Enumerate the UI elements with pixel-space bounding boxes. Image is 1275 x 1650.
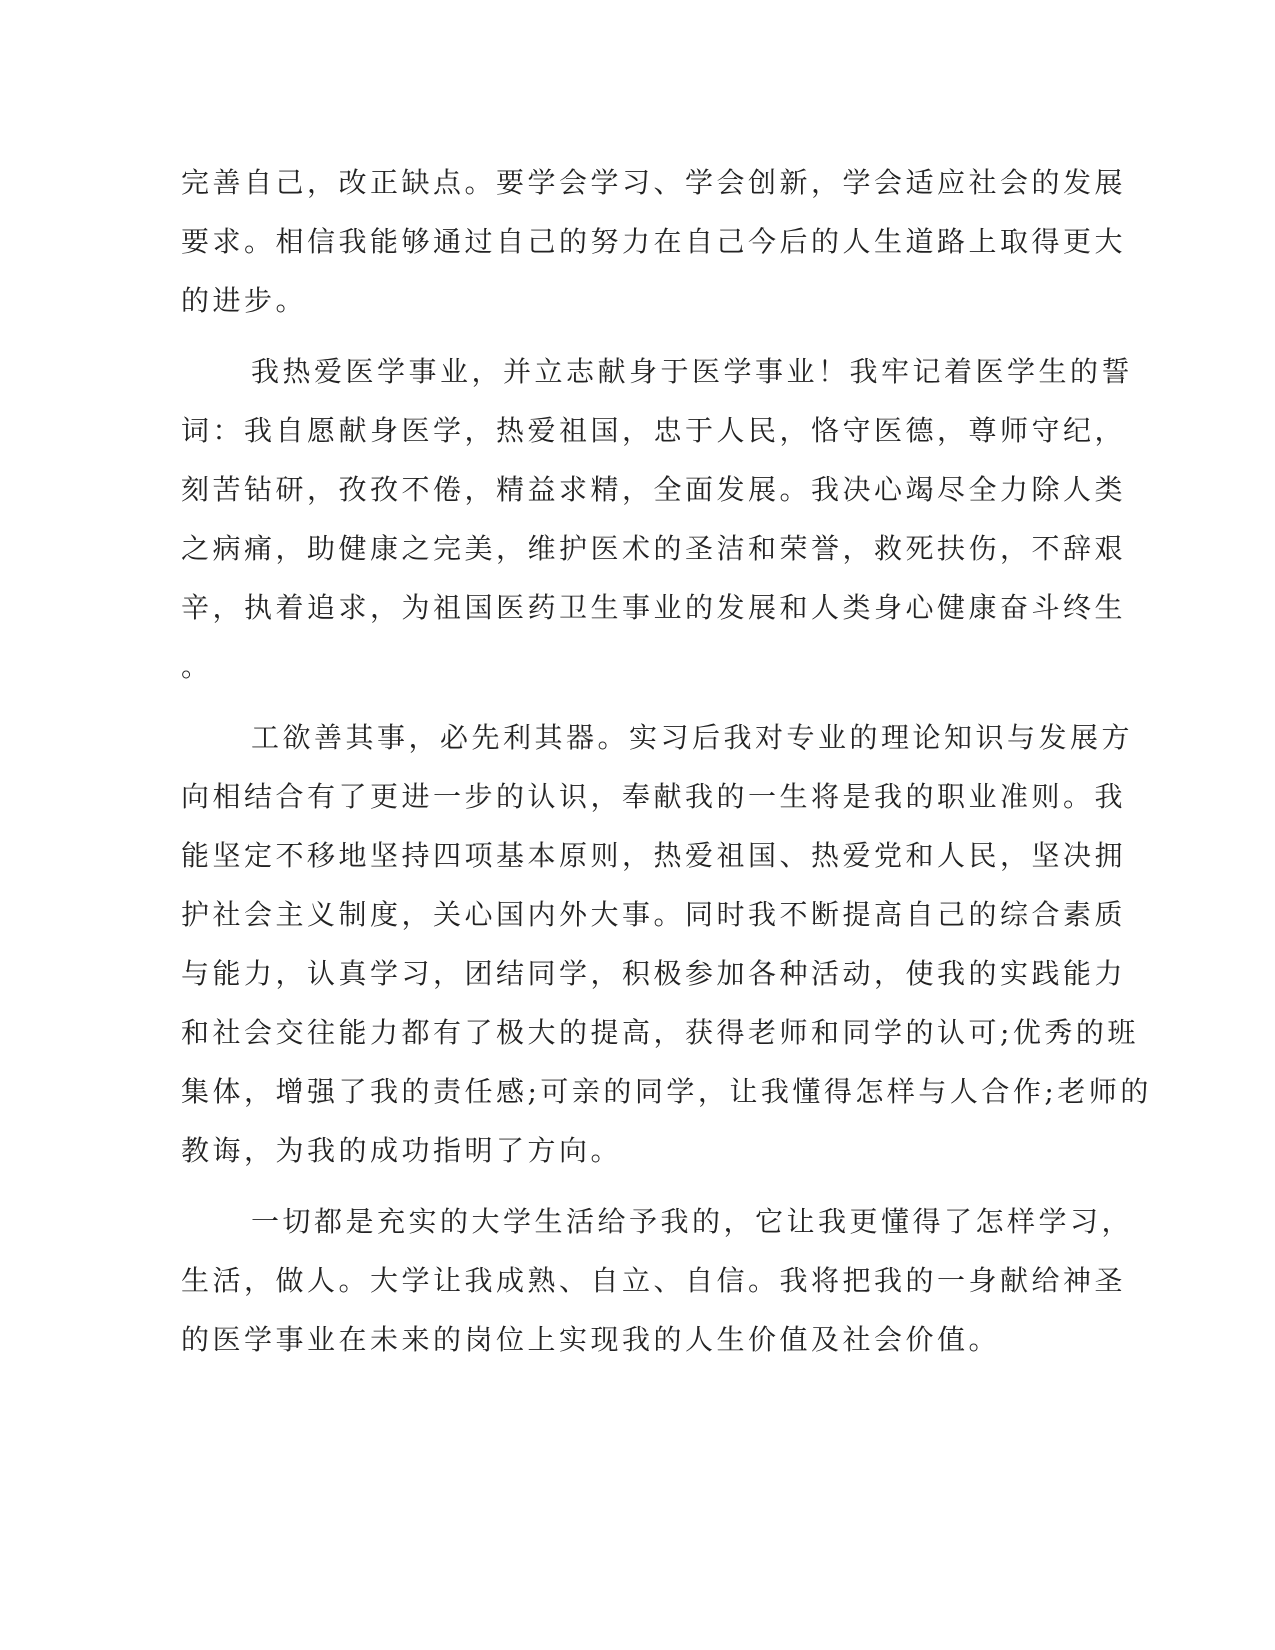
text-line: 要求。相信我能够通过自己的努力在自己今后的人生道路上取得更大 [181,225,1127,258]
text-line: 刻苦钻研，孜孜不倦，精益求精，全面发展。我决心竭尽全力除人类 [181,473,1127,506]
text-line: 完善自己，改正缺点。要学会学习、学会创新，学会适应社会的发展 [181,166,1127,199]
paragraph-2 [181,342,1134,696]
text-line: 的医学事业在未来的岗位上实现我的人生价值及社会价值。 [181,1323,1001,1356]
text-line: 能坚定不移地坚持四项基本原则，热爱祖国、热爱党和人民，坚决拥 [181,839,1127,872]
text-line: 工欲善其事，必先利其器。实习后我对专业的理论知识与发展方 [251,721,1134,754]
document-body [181,153,1152,1369]
text-line: 集体，增强了我的责任感;可亲的同学，让我懂得怎样与人合作;老师的 [181,1075,1152,1108]
paragraph-gap [181,330,1041,342]
text-line: 生活，做人。大学让我成熟、自立、自信。我将把我的一身献给神圣 [181,1264,1127,1297]
text-line: 的进步。 [181,284,308,317]
text-line: 教诲，为我的成功指明了方向。 [181,1134,623,1167]
paragraph-4 [181,1192,1134,1369]
text-line: 与能力，认真学习，团结同学，积极参加各种活动，使我的实践能力 [181,957,1127,990]
text-line: 向相结合有了更进一步的认识，奉献我的一生将是我的职业准则。我 [181,780,1127,813]
text-line: 词：我自愿献身医学，热爱祖国，忠于人民，恪守医德，尊师守纪， [181,414,1127,447]
text-line: 和社会交往能力都有了极大的提高，获得老师和同学的认可;优秀的班 [181,1016,1139,1049]
text-line: 一切都是充实的大学生活给予我的，它让我更懂得了怎样学习， [251,1205,1134,1238]
paragraph-1 [181,153,1127,330]
text-line: 。 [181,650,213,683]
paragraph-3 [181,708,1152,1180]
text-line: 护社会主义制度，关心国内外大事。同时我不断提高自己的综合素质 [181,898,1127,931]
paragraph-gap [181,1180,1041,1192]
text-line: 辛，执着追求，为祖国医药卫生事业的发展和人类身心健康奋斗终生 [181,591,1127,624]
paragraph-gap [181,696,1041,708]
text-line: 之病痛，助健康之完美，维护医术的圣洁和荣誉，救死扶伤，不辞艰 [181,532,1127,565]
text-line: 我热爱医学事业，并立志献身于医学事业！我牢记着医学生的誓 [251,355,1134,388]
